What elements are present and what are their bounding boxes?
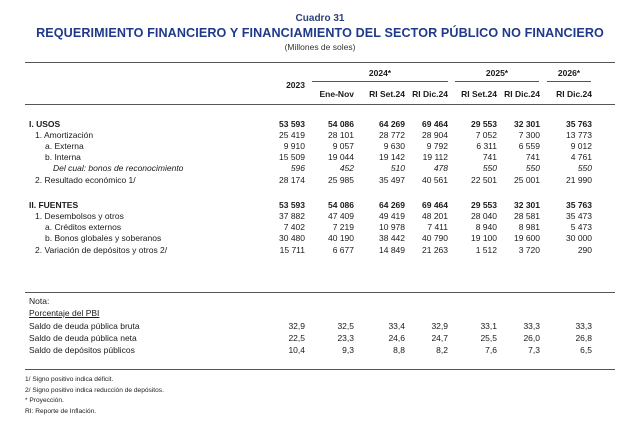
- row-label: 1. Desembolsos y otros: [35, 211, 124, 221]
- row-value: 54 086: [328, 119, 354, 129]
- nota-row-value: 22,5: [288, 333, 305, 343]
- nota-row-value: 32,9: [431, 321, 448, 331]
- table-number: Cuadro 31: [295, 13, 345, 24]
- row-value: 14 849: [379, 245, 405, 255]
- row-value: 7 052: [475, 130, 497, 140]
- col-header-2025-ri-dic: RI Dic.24: [504, 89, 540, 99]
- row-label: 2. Variación de depósitos y otros 2/: [35, 245, 168, 255]
- row-value: 35 473: [566, 211, 592, 221]
- row-value: 9 057: [332, 141, 354, 151]
- row-label: Del cual: bonos de reconocimiento: [53, 163, 184, 173]
- nota-row-value: 32,5: [337, 321, 354, 331]
- row-value: 7 411: [427, 222, 448, 232]
- row-value: 40 190: [328, 233, 354, 243]
- row-value: 19 600: [514, 233, 540, 243]
- col-group-2026: 2026*: [557, 68, 581, 78]
- nota-row-value: 7,6: [485, 345, 497, 355]
- footnote: RI: Reporte de Inflación.: [25, 407, 97, 415]
- nota-row-value: 6,5: [580, 345, 592, 355]
- row-value: 290: [577, 245, 592, 255]
- nota-row-value: 26,8: [575, 333, 592, 343]
- nota-row-value: 25,5: [480, 333, 497, 343]
- nota-row-value: 10,4: [288, 345, 305, 355]
- group-rule-2024: [312, 81, 448, 82]
- group-rule-2025: [455, 81, 539, 82]
- nota-label: Nota:: [29, 296, 50, 306]
- row-value: 550: [482, 163, 497, 173]
- header-rule: [25, 104, 615, 105]
- row-value: 32 301: [514, 200, 540, 210]
- row-value: 64 269: [379, 119, 405, 129]
- row-value: 596: [290, 163, 305, 173]
- row-value: 19 142: [379, 152, 405, 162]
- row-value: 452: [339, 163, 354, 173]
- row-label: b. Interna: [45, 152, 81, 162]
- row-value: 64 269: [379, 200, 405, 210]
- row-value: 7 402: [283, 222, 305, 232]
- footnote: * Proyección.: [25, 397, 64, 404]
- nota-row-value: 9,3: [342, 345, 354, 355]
- row-value: 21 990: [566, 175, 592, 185]
- nota-row-value: 8,2: [436, 345, 448, 355]
- footnote: 2/ Signo positivo indica reducción de depósitos.: [25, 386, 164, 394]
- col-header-2025-ri-set: RI Set.24: [461, 89, 497, 99]
- nota-row-value: 33,3: [575, 321, 592, 331]
- row-value: 6 559: [518, 141, 540, 151]
- row-value: 29 553: [471, 119, 497, 129]
- row-value: 28 772: [379, 130, 405, 140]
- group-rule-2026: [547, 81, 591, 82]
- row-label: I. USOS: [29, 119, 61, 129]
- row-value: 25 985: [328, 175, 354, 185]
- row-value: 53 593: [279, 200, 305, 210]
- row-value: 9 792: [426, 141, 448, 151]
- row-value: 28 904: [422, 130, 448, 140]
- row-value: 741: [525, 152, 540, 162]
- row-value: 30 480: [279, 233, 305, 243]
- row-value: 478: [433, 163, 448, 173]
- row-label: 1. Amortización: [35, 130, 94, 140]
- row-value: 19 112: [422, 152, 448, 162]
- row-value: 69 464: [422, 119, 448, 129]
- row-value: 510: [390, 163, 405, 173]
- row-value: 8 940: [475, 222, 497, 232]
- row-value: 37 882: [279, 211, 305, 221]
- row-value: 29 553: [471, 200, 497, 210]
- nota-rule: [25, 292, 615, 293]
- row-value: 38 442: [379, 233, 405, 243]
- percent-gdp-label: Porcentaje del PBI: [29, 308, 100, 318]
- row-value: 40 790: [422, 233, 448, 243]
- col-header-2023: 2023: [286, 80, 305, 90]
- row-value: 19 100: [471, 233, 497, 243]
- nota-row-label: Saldo de deuda pública bruta: [29, 321, 140, 331]
- row-value: 7 219: [332, 222, 354, 232]
- nota-row-value: 24,6: [388, 333, 405, 343]
- row-value: 13 773: [566, 130, 592, 140]
- row-value: 741: [482, 152, 497, 162]
- row-value: 53 593: [279, 119, 305, 129]
- nota-row-label: Saldo de depósitos públicos: [29, 345, 135, 355]
- row-label: a. Créditos externos: [45, 222, 122, 232]
- nota-row-value: 33,1: [480, 321, 497, 331]
- row-value: 9 012: [570, 141, 592, 151]
- row-value: 10 978: [379, 222, 405, 232]
- nota-row-value: 23,3: [337, 333, 354, 343]
- row-value: 35 763: [566, 200, 592, 210]
- col-group-2025: 2025*: [485, 68, 509, 78]
- row-value: 28 101: [328, 130, 354, 140]
- nota-row-value: 33,4: [388, 321, 405, 331]
- row-value: 28 040: [471, 211, 497, 221]
- row-value: 30 000: [566, 233, 592, 243]
- row-value: 28 581: [514, 211, 540, 221]
- row-value: 15 711: [279, 245, 305, 255]
- row-value: 7 300: [518, 130, 540, 140]
- nota-row-value: 8,8: [393, 345, 405, 355]
- row-value: 550: [525, 163, 540, 173]
- row-value: 47 409: [328, 211, 354, 221]
- row-value: 4 761: [570, 152, 592, 162]
- col-group-2024: 2024*: [368, 68, 392, 78]
- row-label: a. Externa: [45, 141, 84, 151]
- row-label: 2. Resultado económico 1/: [35, 175, 136, 185]
- row-value: 35 497: [379, 175, 405, 185]
- row-value: 550: [577, 163, 592, 173]
- nota-row-value: 26,0: [523, 333, 540, 343]
- row-value: 8 981: [518, 222, 540, 232]
- nota-row-value: 32,9: [288, 321, 305, 331]
- row-label: b. Bonos globales y soberanos: [45, 233, 162, 243]
- row-value: 54 086: [328, 200, 354, 210]
- nota-row-label: Saldo de deuda pública neta: [29, 333, 137, 343]
- nota-row-value: 24,7: [431, 333, 448, 343]
- row-value: 9 630: [383, 141, 405, 151]
- row-value: 3 720: [518, 245, 540, 255]
- table-title: REQUERIMIENTO FINANCIERO Y FINANCIAMIENTO DEL SECTOR PÚBLICO NO FINANCIERO: [36, 26, 604, 40]
- row-value: 9 910: [283, 141, 305, 151]
- row-label: II. FUENTES: [29, 200, 79, 210]
- row-value: 35 763: [566, 119, 592, 129]
- row-value: 25 419: [279, 130, 305, 140]
- row-value: 69 464: [422, 200, 448, 210]
- col-header-2024-ri-set: RI Set.24: [369, 89, 405, 99]
- col-header-2024-ri-dic: RI Dic.24: [412, 89, 448, 99]
- row-value: 6 311: [476, 141, 497, 151]
- row-value: 5 473: [570, 222, 592, 232]
- col-header-ene-nov: Ene-Nov: [319, 89, 354, 99]
- row-value: 32 301: [514, 119, 540, 129]
- row-value: 1 512: [475, 245, 497, 255]
- footnote-rule: [25, 369, 615, 370]
- top-rule: [25, 62, 615, 63]
- nota-row-value: 7,3: [528, 345, 540, 355]
- row-value: 19 044: [328, 152, 354, 162]
- footnote: 1/ Signo positivo indica déficit.: [25, 376, 114, 383]
- row-value: 49 419: [379, 211, 405, 221]
- row-value: 22 501: [471, 175, 497, 185]
- row-value: 21 263: [422, 245, 448, 255]
- nota-row-value: 33,3: [523, 321, 540, 331]
- row-value: 15 509: [279, 152, 305, 162]
- row-value: 28 174: [279, 175, 305, 185]
- row-value: 25 001: [514, 175, 540, 185]
- row-value: 6 677: [332, 245, 354, 255]
- row-value: 40 561: [422, 175, 448, 185]
- table-subtitle: (Millones de soles): [284, 42, 356, 52]
- col-header-2026-ri-dic: RI Dic.24: [556, 89, 592, 99]
- row-value: 48 201: [422, 211, 448, 221]
